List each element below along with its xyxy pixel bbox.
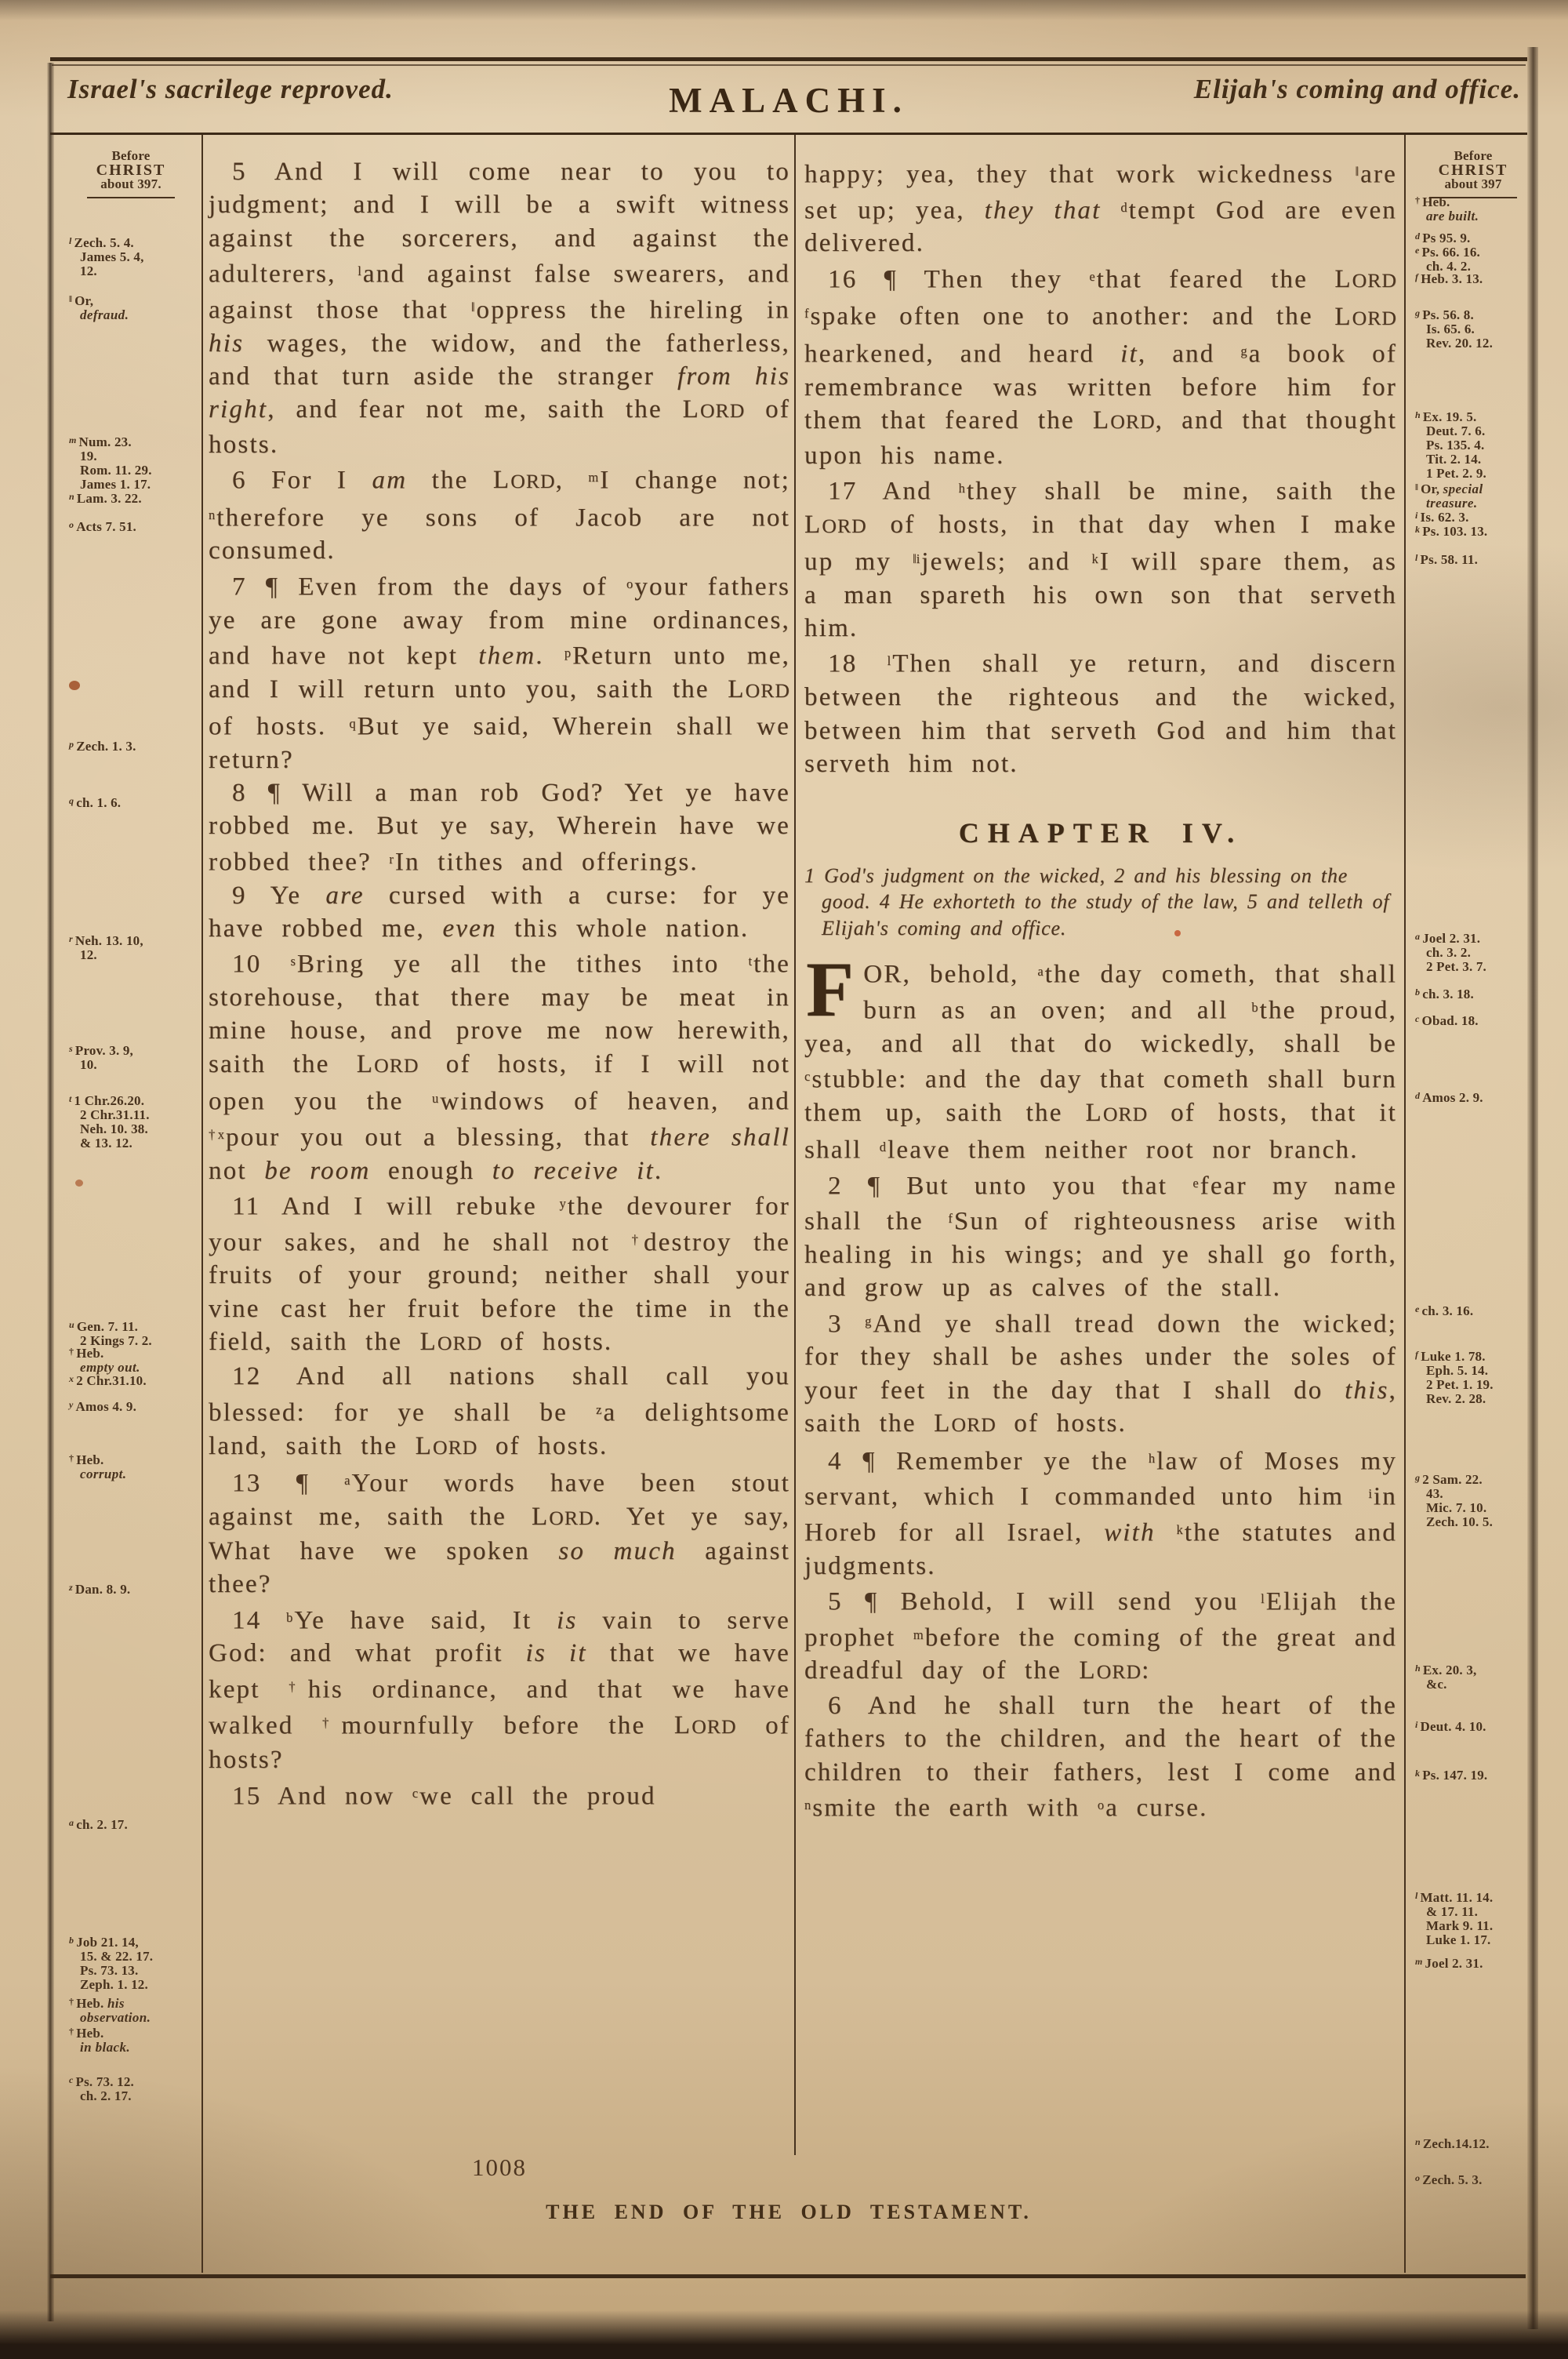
margin-reference-line: 10. (80, 1057, 97, 1072)
margin-reference-note (69, 2073, 198, 2103)
verse-text: 15 And now $^c$we call the proud (232, 1781, 656, 1810)
margin-reference-line: corrupt. (80, 1467, 127, 1481)
verse-text: 16 ¶ Then they $^e$that feared the LORD $^f$spake often one to another: and the LORD hearkened, and heard it, and $^g$a book of remembrance was written before him for them that feared the LORD, and that thought upon his name. (804, 264, 1398, 470)
margin-reference-note (1415, 306, 1536, 351)
margin-reference-line: $^r$ Neh. 13. 10, (69, 933, 143, 948)
margin-reference-line: $^z$ Dan. 8. 9. (69, 1582, 131, 1597)
margin-reference-line: $^b$ ch. 3. 18. (1415, 987, 1474, 1001)
page-title: MALACHI. (669, 81, 909, 120)
reference-marker: k (1415, 1768, 1421, 1779)
cross-reference-letter: b (286, 1609, 293, 1625)
margin-reference-line: ‖ Or, (69, 293, 94, 308)
margin-reference-line: $^g$ Ps. 56. 8. (1415, 307, 1474, 322)
reference-marker: a (1415, 931, 1421, 942)
reference-marker: n (69, 491, 74, 502)
margin-reference-note (69, 234, 198, 278)
margin-reference-line: † Heb. (69, 1452, 104, 1467)
reference-marker: m (69, 434, 77, 445)
reference-marker: c (69, 2074, 74, 2085)
verse-text: 8 ¶ Will a man rob God? Yet ye have robbed me. But ye say, Wherein have we robbed thee? $^r$In tithes and offerings. (209, 779, 790, 877)
reference-marker: r (69, 933, 73, 944)
cross-reference-letter: o (1097, 1797, 1105, 1812)
reference-marker: p (69, 739, 74, 750)
bc-line: CHRIST (96, 162, 166, 179)
cross-reference-letter: m (588, 470, 599, 485)
end-of-old-testament: THE END OF THE OLD TESTAMENT. (546, 2201, 1032, 2223)
margin-reference-line: ch. 4. 2. (1426, 259, 1472, 274)
cross-reference-letter: s (290, 954, 296, 969)
margin-reference-line: Is. 65. 6. (1426, 322, 1475, 336)
lord-smallcaps: LORD (1085, 1098, 1149, 1127)
cross-reference-letter: f (804, 306, 809, 322)
margin-reference-line: 43. (1426, 1486, 1443, 1501)
reference-marker: d (1415, 1090, 1421, 1101)
column-rule-center (794, 135, 796, 2155)
cross-reference-letter: k (1091, 551, 1098, 566)
margin-reference-note (1415, 1012, 1536, 1028)
cross-reference-letter: † (322, 1714, 340, 1730)
verse-text: 3 $^g$And ye shall tread down the wicked; for they shall be ashes under the soles of your feet in the day that I shall do this, saith the LORD of hosts. (804, 1310, 1397, 1438)
bc-line: CHRIST (1438, 162, 1508, 179)
margin-reference-line: Mark 9. 11. (1426, 1918, 1494, 1933)
cross-reference-letter: t (748, 954, 753, 969)
margin-reference-line: Tit. 2. 14. (1426, 452, 1482, 467)
cross-reference-letter: b (1251, 999, 1258, 1015)
reference-marker: o (69, 519, 74, 530)
cross-reference-letter: l (887, 653, 891, 669)
margin-reference-line: † Heb. (69, 2026, 104, 2041)
reference-marker: l (1415, 552, 1418, 563)
drop-cap: F (806, 946, 856, 1034)
reference-marker: b (69, 1935, 74, 1946)
cross-reference-letter: e (1089, 268, 1095, 284)
lord-smallcaps: LORD (673, 1710, 737, 1739)
verse-text: 13 ¶ $^a$Your words have been stout against me, saith the LORD. Yet ye say, What have we spoken so much against thee? (209, 1469, 790, 1599)
bc-line: about 397. (100, 176, 162, 191)
margin-reference-note (1415, 551, 1536, 567)
reference-marker: † (1415, 194, 1421, 205)
margin-reference-note (69, 1933, 198, 1992)
verse-text: 9 Ye are cursed with a curse: for ye have robbed me, even this whole nation. (209, 881, 791, 943)
margin-reference-note (69, 1041, 198, 1072)
margin-reference-note (1415, 1954, 1536, 1971)
margin-reference-note (69, 1994, 198, 2025)
margin-reference-line: Luke 1. 17. (1426, 1932, 1491, 1947)
page-edge-left (47, 63, 54, 2321)
margin-reference-line: James 1. 17. (80, 477, 151, 492)
margin-reference-line: Neh. 10. 38. (80, 1121, 148, 1136)
margin-reference-line: $^a$ Joel 2. 31. (1415, 931, 1481, 946)
margin-reference-note (1415, 1089, 1536, 1105)
left-reference-column (64, 149, 198, 2282)
cross-reference-letter: † (631, 1231, 642, 1247)
margin-reference-line: $^h$ Ex. 19. 5. (1415, 409, 1477, 424)
margin-reference-note (1415, 1347, 1536, 1406)
reference-marker: k (1415, 524, 1421, 535)
cross-reference-letter: ‖i (913, 551, 920, 566)
bc-line: about 397 (1444, 176, 1502, 191)
margin-reference-note (1415, 1661, 1536, 1692)
reference-marker: † (69, 1346, 74, 1357)
cross-reference-letter: i (1368, 1486, 1372, 1502)
photo-edge-top (0, 0, 1568, 20)
cross-reference-letter: p (564, 645, 572, 660)
margin-reference-line: 15. & 22. 17. (80, 1949, 154, 1964)
margin-reference-line: $^k$ Ps. 103. 13. (1415, 524, 1488, 539)
top-border-rule-thin (52, 64, 1526, 66)
verse-text: 5 ¶ Behold, I will send you $^l$Elijah the prophet $^m$before the coming of the great and dreadful day of the LORD: (804, 1587, 1398, 1685)
margin-reference-line: Eph. 5. 14. (1426, 1363, 1489, 1378)
reference-marker: b (1415, 987, 1421, 998)
reference-marker: g (1415, 307, 1421, 318)
lord-smallcaps: LORD (682, 395, 746, 424)
lord-smallcaps: LORD (415, 1431, 478, 1460)
margin-reference-line: James 5. 4, (80, 249, 144, 264)
cross-reference-letter: l (358, 264, 361, 279)
before-christ-heading (1410, 149, 1536, 198)
reference-marker: y (69, 1399, 74, 1410)
margin-reference-note (69, 1344, 198, 1375)
reference-marker: m (1415, 1956, 1423, 1967)
cross-reference-letter: n (804, 1797, 811, 1812)
margin-reference-line: empty out. (80, 1360, 140, 1375)
cross-reference-letter: h (1148, 1450, 1156, 1466)
reference-marker: x (69, 1373, 74, 1384)
margin-reference-line: † Heb. (1415, 194, 1450, 209)
margin-reference-line: 2 Kings 7. 2. (80, 1333, 152, 1348)
text-column-1 (209, 155, 790, 1812)
bc-rule (87, 197, 175, 198)
margin-reference-line: 2 Pet. 3. 7. (1426, 959, 1486, 974)
reference-marker: a (69, 1817, 74, 1828)
lord-smallcaps: LORD (531, 1502, 594, 1531)
margin-reference-line: $^m$ Num. 23. (69, 434, 132, 449)
text-column-2 (804, 155, 1397, 1825)
reference-marker: h (1415, 409, 1421, 420)
reference-marker: ‖ (69, 293, 73, 304)
margin-reference-line: Mic. 7. 10. (1426, 1500, 1487, 1515)
lord-smallcaps: LORD (1334, 264, 1398, 293)
cross-reference-letter: r (389, 851, 394, 867)
lord-smallcaps: LORD (1334, 302, 1397, 331)
lord-smallcaps: LORD (934, 1409, 996, 1438)
margin-reference-note (69, 1398, 198, 1414)
reference-marker: s (69, 1043, 73, 1054)
margin-reference-line: $^b$ Job 21. 14, (69, 1935, 139, 1950)
margin-reference-line: $^e$ ch. 3. 16. (1415, 1303, 1474, 1318)
reference-marker: † (69, 2026, 74, 2037)
margin-reference-note (1415, 1717, 1536, 1734)
verse-text: 18 $^l$Then shall ye return, and discern between the righteous and the wicked, between him that serveth God and him that serveth him not. (804, 649, 1397, 778)
margin-reference-line: $^e$ Ps. 66. 16. (1415, 245, 1480, 260)
header-rule (50, 133, 1527, 135)
margin-reference-line: Zeph. 1. 12. (80, 1977, 148, 1992)
margin-reference-line: $^c$ Obad. 18. (1415, 1013, 1479, 1028)
margin-reference-line: ‖ Or, special (1415, 482, 1483, 496)
lord-smallcaps: LORD (804, 510, 867, 539)
margin-reference-line: ch. 3. 2. (1426, 945, 1472, 960)
running-head (50, 74, 1527, 127)
margin-reference-line: $^t$ 1 Chr.26.20. (69, 1093, 145, 1108)
margin-reference-line: $^y$ Amos 4. 9. (69, 1399, 137, 1414)
margin-reference-note (69, 1451, 198, 1481)
margin-reference-note (1415, 1302, 1536, 1318)
verse-text: FOR, behold, $^a$the day cometh, that shall burn as an oven; and all $^b$the proud, yea, and all that do wickedly, shall be $^c$stubble: and the day that cometh shall burn them up, saith the LORD of hosts, that it shall $^d$leave them neither root nor branch. (804, 946, 1397, 1165)
verse-text: 11 And I will rebuke $^y$the devourer for your sakes, and he shall not †destroy the fruits of your ground; neither shall your vine cast her fruit before the time in the field, saith the LORD of hosts. (209, 1192, 791, 1357)
margin-reference-line: $^c$ Ps. 73. 12. (69, 2074, 134, 2089)
margin-reference-note (69, 518, 198, 534)
verse-text: happy; yea, they that work wickedness ‖are set up; yea, they that $^d$tempt God are even delivered. (804, 160, 1397, 258)
margin-reference-note (69, 1816, 198, 1832)
cross-reference-letter: h (958, 480, 965, 496)
margin-reference-line: $^o$ Acts 7. 51. (69, 519, 137, 534)
reference-marker: o (1415, 2172, 1421, 2183)
verse-text: 2 ¶ But unto you that $^e$fear my name shall the $^f$Sun of righteousness arise with healing in his wings; and ye shall go forth, and grow up as calves of the stall. (804, 1171, 1398, 1303)
margin-reference-line: $^o$ Zech. 5. 3. (1415, 2172, 1483, 2187)
margin-reference-line: $^u$ Gen. 7. 11. (69, 1319, 139, 1334)
margin-reference-line: & 17. 11. (1426, 1904, 1479, 1919)
cross-reference-letter: a (344, 1472, 350, 1488)
reference-marker: z (69, 1582, 73, 1593)
cross-reference-letter: u (431, 1091, 439, 1107)
reference-marker: g (1415, 1472, 1421, 1483)
margin-reference-note (1415, 270, 1536, 286)
cross-reference-letter: ‖ (1355, 164, 1359, 179)
reference-marker: f (1415, 1349, 1419, 1360)
margin-reference-line: $^m$ Joel 2. 31. (1415, 1956, 1483, 1971)
margin-reference-line: Rom. 11. 29. (80, 463, 152, 478)
lord-smallcaps: LORD (356, 1049, 419, 1078)
cross-reference-letter: e (1192, 1175, 1199, 1190)
margin-reference-line: † Heb. his (69, 1996, 125, 2011)
lord-smallcaps: LORD (1092, 406, 1156, 435)
margin-reference-line: $^k$ Ps. 147. 19. (1415, 1768, 1488, 1783)
running-head-left: Israel's sacrilege reproved. (67, 74, 394, 104)
margin-reference-line: in black. (80, 2040, 131, 2055)
bc-line: Before (1454, 148, 1493, 163)
reference-marker: t (69, 1093, 72, 1104)
cross-reference-letter: g (1240, 343, 1247, 359)
margin-reference-line: Rev. 2. 28. (1426, 1391, 1486, 1406)
margin-reference-line: $^h$ Ex. 20. 3, (1415, 1663, 1477, 1677)
margin-reference-line: Deut. 7. 6. (1426, 423, 1486, 438)
margin-reference-note (1415, 1888, 1536, 1947)
margin-reference-line: defraud. (80, 307, 129, 322)
cross-reference-letter: †x (209, 1126, 225, 1142)
margin-reference-line: $^l$ Zech. 5. 4. (69, 235, 134, 250)
reference-marker: c (1415, 1013, 1420, 1024)
bottom-border-rule (50, 2274, 1526, 2278)
margin-reference-line: $^d$ Amos 2. 9. (1415, 1090, 1483, 1105)
margin-reference-note (1415, 522, 1536, 539)
cross-reference-letter: m (913, 1627, 924, 1642)
reference-marker: d (1415, 231, 1421, 242)
margin-reference-note (69, 433, 198, 492)
reference-marker: l (69, 235, 72, 246)
reference-marker: u (69, 1319, 74, 1330)
margin-reference-line: $^d$ Ps 95. 9. (1415, 231, 1471, 245)
margin-reference-line: $^n$ Zech.14.12. (1415, 2136, 1490, 2151)
margin-reference-note (1415, 2135, 1536, 2151)
margin-reference-line: 2 Chr.31.11. (80, 1107, 150, 1122)
cross-reference-letter: a (1037, 964, 1044, 980)
margin-reference-line: observation. (80, 2010, 151, 2025)
bc-line: Before (111, 148, 151, 163)
lord-smallcaps: LORD (728, 674, 790, 703)
margin-reference-line: $^i$ Is. 62. 3. (1415, 510, 1469, 525)
margin-reference-line: & 13. 12. (80, 1136, 132, 1150)
cross-reference-letter: k (1176, 1521, 1183, 1537)
margin-reference-line: $^l$ Matt. 11. 14. (1415, 1890, 1494, 1905)
margin-reference-note (69, 1092, 198, 1150)
verse-text: 6 And he shall turn the heart of the fathers to the children, and the heart of the children to their fathers, lest I come and $^n$smite the earth with $^o$a curse. (804, 1691, 1397, 1823)
reference-marker: † (69, 1452, 74, 1463)
reference-marker: † (69, 1996, 74, 2007)
margin-reference-line: Zech. 10. 5. (1426, 1514, 1494, 1529)
reference-marker: ‖ (1415, 482, 1419, 493)
margin-reference-line: $^x$ 2 Chr.31.10. (69, 1373, 147, 1388)
reference-marker: h (1415, 1663, 1421, 1674)
margin-reference-note (1415, 929, 1536, 974)
margin-reference-line: Rev. 20. 12. (1426, 336, 1494, 351)
lord-smallcaps: LORD (1079, 1656, 1142, 1685)
margin-reference-line: 1 Pet. 2. 9. (1426, 466, 1486, 481)
verse-text: 17 And $^h$they shall be mine, saith the LORD of hosts, in that day when I make up my $^{‖i}$jewels; and $^k$I will spare them, as a man spareth his own son that serveth him. (804, 477, 1397, 643)
margin-reference-line: &c. (1426, 1677, 1447, 1692)
cross-reference-letter: g (865, 1313, 872, 1329)
margin-reference-note (69, 292, 198, 322)
margin-reference-line: $^q$ ch. 1. 6. (69, 795, 122, 810)
cross-reference-letter: c (804, 1068, 811, 1084)
margin-reference-line: $^s$ Prov. 3. 9, (69, 1043, 134, 1058)
cross-reference-letter: † (289, 1678, 307, 1694)
margin-reference-line: $^i$ Deut. 4. 10. (1415, 1719, 1486, 1734)
right-reference-column (1410, 149, 1536, 2282)
margin-reference-line: treasure. (1426, 496, 1478, 511)
margin-reference-note (1415, 1766, 1536, 1783)
margin-reference-line: $^g$ 2 Sam. 22. (1415, 1472, 1483, 1487)
margin-reference-note (69, 2024, 198, 2055)
margin-reference-line: 19. (80, 449, 97, 463)
cross-reference-letter: l (1261, 1591, 1265, 1607)
reference-marker: e (1415, 1303, 1420, 1314)
margin-reference-line: are built. (1426, 209, 1479, 224)
margin-reference-note (1415, 2171, 1536, 2187)
margin-reference-line: $^f$ Heb. 3. 13. (1415, 271, 1483, 286)
reference-marker: f (1415, 271, 1419, 282)
chapter-heading: CHAPTER IV. (958, 817, 1243, 849)
cross-reference-letter: d (879, 1140, 887, 1154)
reference-marker: i (1415, 1719, 1418, 1730)
margin-reference-note (1415, 1470, 1536, 1529)
reference-marker: q (69, 795, 74, 806)
cross-reference-letter: y (559, 1195, 566, 1211)
margin-reference-line: $^p$ Zech. 1. 3. (69, 739, 136, 754)
before-christ-heading (64, 149, 198, 198)
cross-reference-letter: d (1120, 199, 1127, 215)
margin-reference-line: 12. (80, 264, 97, 278)
margin-reference-line: $^a$ ch. 2. 17. (69, 1817, 128, 1832)
margin-reference-line: $^l$ Ps. 58. 11. (1415, 552, 1479, 567)
cross-reference-letter: n (209, 507, 216, 522)
verse-text: 7 ¶ Even from the days of $^o$your fathers ye are gone away from mine ordinances, and have not kept them. $^p$Return unto me, and I will return unto you, saith the LORD of hosts. $^q$But ye said, Wherein shall we return? (209, 572, 791, 774)
margin-reference-note (69, 489, 198, 506)
margin-reference-note (69, 1580, 198, 1597)
verse-text: 5 And I will come near to you to judgment; and I will be a swift witness against the sorcerers, and against the adulterers, $^l$and against false swearers, and against those that ‖oppress the hireling in his wages, the widow, and the fatherless, and that turn aside the stranger from his right, and fear not me, saith the LORD of hosts. (209, 158, 791, 459)
column-rule-right (1404, 135, 1406, 2273)
margin-reference-line: Ps. 135. 4. (1426, 438, 1485, 453)
margin-reference-line: ch. 2. 17. (80, 2088, 132, 2103)
running-head-right: Elijah's coming and office. (1193, 74, 1521, 104)
margin-reference-note (1415, 408, 1536, 481)
reference-marker: i (1415, 510, 1418, 521)
margin-reference-note (1415, 985, 1536, 1001)
photo-edge-bottom (0, 2310, 1568, 2359)
top-border-rule (50, 57, 1527, 61)
verse-text: 6 For I am the LORD, $^m$I change not; $^n$therefore ye sons of Jacob are not consumed. (209, 466, 790, 565)
column-rule-left (201, 135, 203, 2273)
lord-smallcaps: LORD (419, 1328, 483, 1357)
cross-reference-letter: c (412, 1785, 419, 1801)
verse-text: 4 ¶ Remember ye the $^h$law of Moses my servant, which I commanded unto him $^i$in Horeb for all Israel, with $^k$the statutes and judgments. (804, 1446, 1397, 1580)
lord-smallcaps: LORD (492, 466, 556, 495)
margin-reference-note (69, 1372, 198, 1388)
margin-reference-note (69, 932, 198, 962)
verse-text: 14 $^b$Ye have said, It is vain to serve God: and what profit is it that we have kept †his ordinance, and that we have walked †mournfully before the LORD of hosts? (209, 1606, 791, 1775)
cross-reference-letter: f (948, 1211, 953, 1227)
cross-reference-letter: o (626, 576, 633, 591)
margin-reference-note (1415, 480, 1536, 511)
margin-reference-note (69, 737, 198, 754)
margin-reference-note (69, 794, 198, 810)
reference-marker: l (1415, 1890, 1418, 1901)
margin-reference-line: † Heb. (69, 1346, 104, 1361)
margin-reference-line: 12. (80, 947, 97, 962)
margin-reference-line: Ps. 73. 13. (80, 1963, 139, 1978)
chapter-summary: 1 God's judgment on the wicked, 2 and his blessing on the good. 4 He exhorteth to the study of the law, 5 and telleth of Elijah's coming and office. (804, 863, 1390, 940)
cross-reference-letter: q (349, 716, 356, 731)
margin-reference-line: $^f$ Luke 1. 78. (1415, 1349, 1486, 1364)
margin-reference-note (1415, 193, 1536, 224)
margin-reference-line: 2 Pet. 1. 19. (1426, 1377, 1494, 1392)
cross-reference-letter: z (596, 1401, 602, 1417)
margin-reference-line: $^n$ Lam. 3. 22. (69, 491, 142, 506)
reference-marker: e (1415, 245, 1420, 256)
verse-text: 10 $^s$Bring ye all the tithes into $^t$the storehouse, that there may be meat in mine house, and prove me now herewith, saith the LORD of hosts, if I will not open you the $^u$windows of heaven, and $^{\dagger x}$pour you out a blessing, that there shall not be room enough to receive it. (209, 950, 791, 1185)
reference-marker: n (1415, 2136, 1421, 2147)
verse-text: 12 And all nations shall call you blessed: for ye shall be $^z$a delightsome land, saith the LORD of hosts. (209, 1362, 790, 1460)
cross-reference-letter: ‖ (470, 299, 475, 314)
page-number: 1008 (472, 2154, 527, 2181)
